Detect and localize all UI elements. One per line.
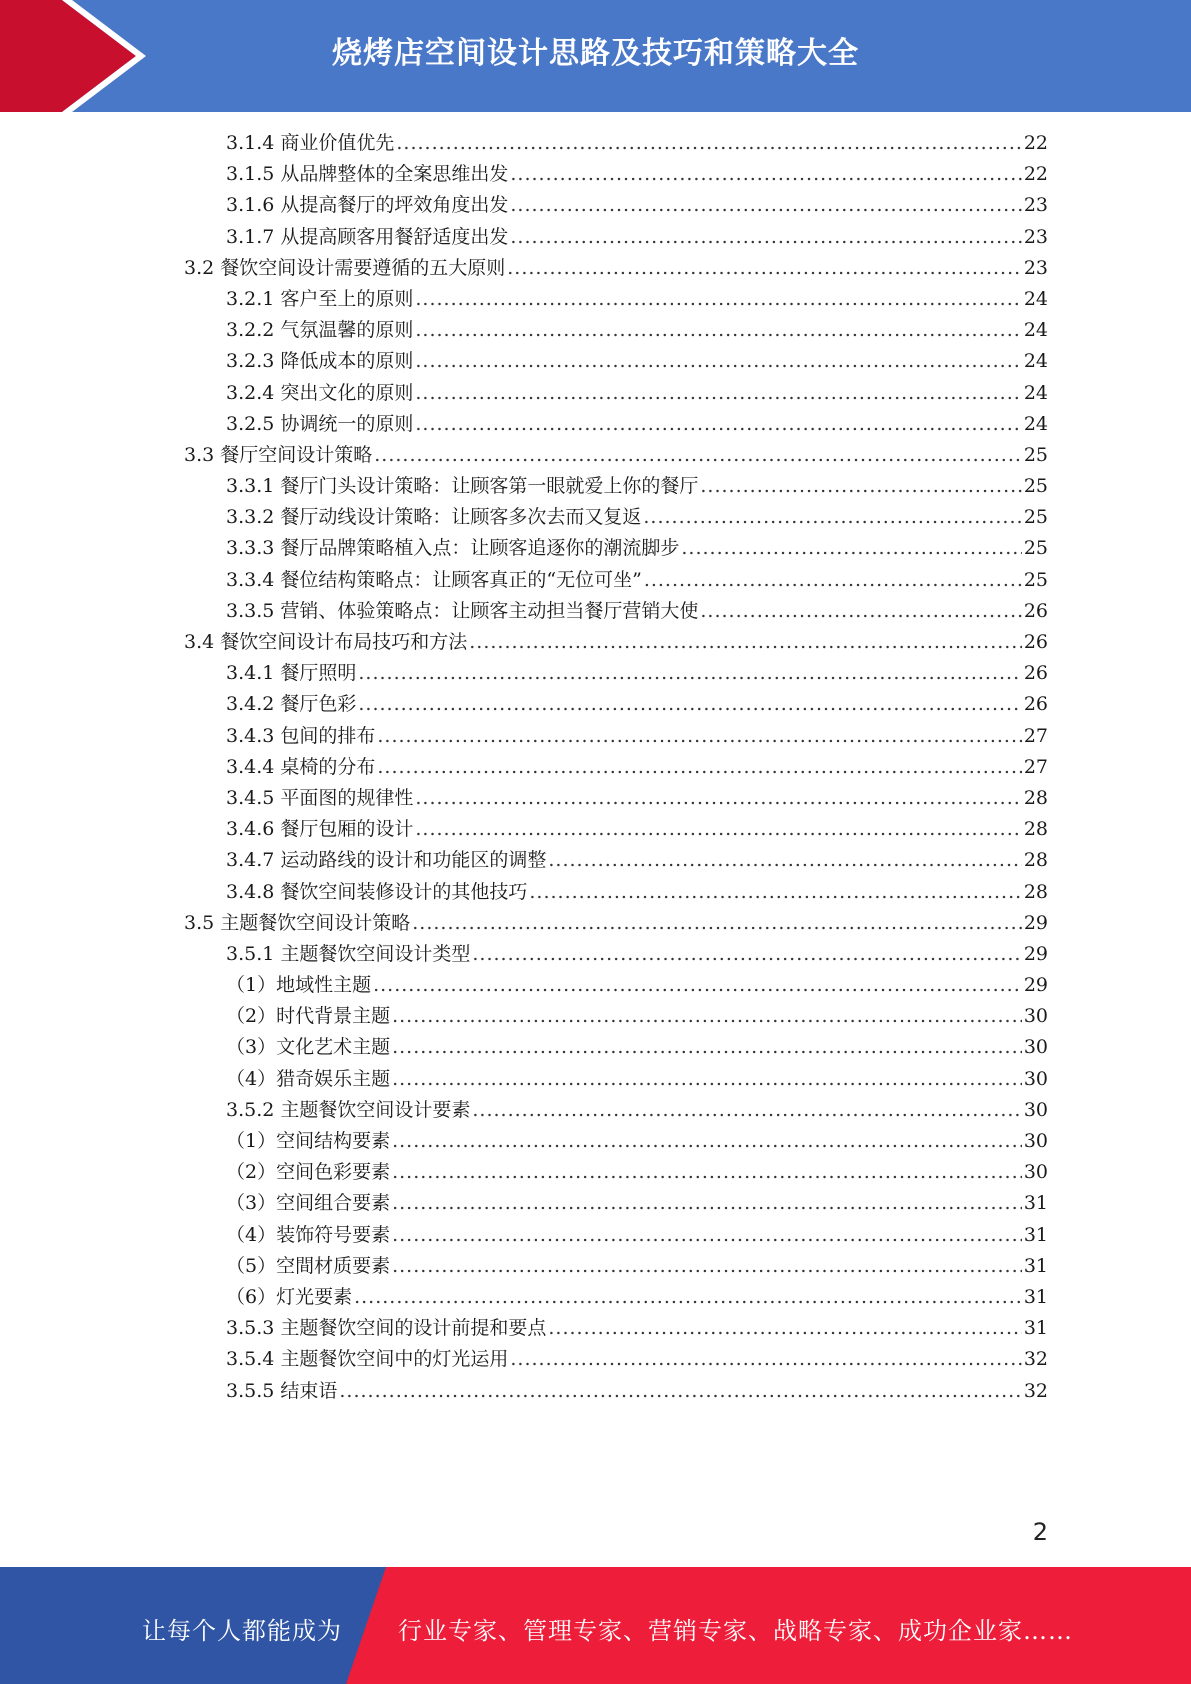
- toc-entry-page: 28: [1023, 849, 1048, 872]
- toc-entry-title: 3.3.1 餐厅门头设计策略：让顾客第一眼就爱上你的餐厅: [226, 475, 699, 498]
- toc-dot-leader: [548, 1313, 1021, 1344]
- toc-entry-title: 3.1.5 从品牌整体的全案思维出发: [226, 163, 509, 186]
- toc-entry-page: 31: [1023, 1192, 1048, 1215]
- toc-entry-title: 3.4.6 餐厅包厢的设计: [226, 818, 414, 841]
- toc-dot-leader: [374, 440, 1022, 471]
- toc-entry-title: （4）装饰符号要素: [226, 1223, 391, 1246]
- toc-entry-page: 24: [1023, 381, 1048, 404]
- toc-entry-page: 22: [1023, 163, 1048, 186]
- toc-dot-leader: [415, 814, 1021, 845]
- toc-entry-title: 3.1.7 从提高顾客用餐舒适度出发: [226, 225, 509, 248]
- toc-entry-page: 28: [1023, 818, 1048, 841]
- toc-entry-page: 30: [1023, 1098, 1048, 1121]
- toc-entry-title: 3.4.2 餐厅色彩: [226, 693, 357, 716]
- toc-dot-leader: [507, 253, 1022, 284]
- page-number: 2: [1032, 1518, 1048, 1546]
- toc-entry-title: 3.2.4 突出文化的原则: [226, 381, 414, 404]
- toc-entry-title: 3.2 餐饮空间设计需要遵循的五大原则: [184, 256, 506, 279]
- toc-entry-page: 26: [1023, 631, 1048, 653]
- toc-entry-page: 30: [1023, 1005, 1048, 1028]
- toc-entry-title: 3.3.4 餐位结构策略点：让顾客真正的“无位可坐”: [226, 568, 642, 591]
- toc-dot-leader: [412, 908, 1022, 939]
- toc-entry[interactable]: [0, 939, 1191, 970]
- toc-entry-title: 3.5.2 主题餐饮空间设计要素: [226, 1098, 471, 1121]
- toc-entry-title: 3.4.1 餐厅照明: [226, 662, 357, 685]
- toc-entry[interactable]: [0, 970, 1191, 1001]
- footer-slogan-right: 行业专家、管理专家、营销专家、战略专家、成功企业家……: [398, 1617, 1073, 1645]
- toc-dot-leader: [510, 222, 1021, 253]
- toc-entry-page: 29: [1023, 942, 1048, 965]
- toc-entry[interactable]: [0, 253, 1191, 284]
- toc-dot-leader: [392, 1251, 1022, 1282]
- toc-dot-leader: [377, 752, 1021, 783]
- toc-entry[interactable]: [0, 908, 1191, 939]
- toc-dot-leader: [415, 284, 1021, 315]
- toc-entry-title: 3.2.2 气氛温馨的原则: [226, 319, 414, 342]
- toc-entry-title: 3.3 餐厅空间设计策略: [184, 443, 373, 466]
- toc-entry[interactable]: [0, 346, 1191, 377]
- toc-entry-page: 25: [1023, 568, 1048, 591]
- toc-entry-title: 3.4.5 平面图的规律性: [226, 786, 414, 809]
- toc-entry[interactable]: [0, 1157, 1191, 1188]
- toc-entry[interactable]: [0, 190, 1191, 221]
- toc-entry-page: 26: [1023, 599, 1048, 622]
- toc-dot-leader: [392, 1220, 1022, 1251]
- toc-entry[interactable]: [0, 783, 1191, 814]
- toc-dot-leader: [548, 845, 1021, 876]
- footer-slogan-left: 让每个人都能成为: [142, 1617, 342, 1645]
- toc-entry[interactable]: [0, 752, 1191, 783]
- toc-entry[interactable]: [0, 128, 1191, 159]
- toc-dot-leader: [358, 658, 1021, 689]
- toc-dot-leader: [392, 1188, 1022, 1219]
- toc-entry-title: 3.5.1 主题餐饮空间设计类型: [226, 942, 471, 965]
- toc-dot-leader: [392, 1001, 1022, 1032]
- toc-entry[interactable]: [0, 814, 1191, 845]
- toc-entry-page: 29: [1023, 974, 1048, 997]
- toc-entry-page: 24: [1023, 350, 1048, 373]
- toc-entry-page: 32: [1023, 1379, 1048, 1402]
- toc-entry-page: 25: [1023, 537, 1048, 560]
- toc-dot-leader: [415, 409, 1021, 440]
- toc-entry-title: 3.3.2 餐厅动线设计策略：让顾客多次去而又复返: [226, 506, 642, 529]
- toc-entry-title: 3.4 餐饮空间设计布局技巧和方法: [184, 631, 468, 653]
- toc-entry-title: 3.5.3 主题餐饮空间的设计前提和要点: [226, 1317, 547, 1340]
- toc-entry-title: （1）地域性主题: [226, 974, 372, 997]
- toc-entry[interactable]: [0, 845, 1191, 876]
- toc-entry-page: 27: [1023, 755, 1048, 778]
- toc-dot-leader: [415, 783, 1021, 814]
- toc-entry-title: 3.4.7 运动路线的设计和功能区的调整: [226, 849, 547, 872]
- toc-dot-leader: [377, 721, 1021, 752]
- toc-entry-title: （6）灯光要素: [226, 1285, 353, 1308]
- toc-entry[interactable]: [0, 658, 1191, 689]
- toc-entry-page: 25: [1023, 506, 1048, 529]
- toc-dot-leader: [472, 1095, 1021, 1126]
- toc-entry[interactable]: [0, 378, 1191, 409]
- toc-dot-leader: [700, 596, 1021, 627]
- toc-dot-leader: [392, 1032, 1022, 1063]
- toc-entry[interactable]: [0, 877, 1191, 908]
- toc-entry-page: 32: [1023, 1348, 1048, 1371]
- toc-entry-title: （3）文化艺术主题: [226, 1036, 391, 1059]
- toc-dot-leader: [358, 689, 1021, 720]
- toc-entry-page: 24: [1023, 319, 1048, 342]
- table-of-contents: [0, 128, 1191, 1407]
- toc-entry-page: 31: [1023, 1254, 1048, 1277]
- toc-entry-page: 26: [1023, 662, 1048, 685]
- page-footer: [0, 1567, 1191, 1684]
- toc-entry-title: 3.3.5 营销、体验策略点：让顾客主动担当餐厅营销大使: [226, 599, 699, 622]
- toc-entry-title: （3）空间组合要素: [226, 1192, 391, 1215]
- toc-dot-leader: [643, 502, 1021, 533]
- toc-entry-title: 3.5.5 结束语: [226, 1379, 338, 1402]
- toc-entry[interactable]: [0, 1001, 1191, 1032]
- toc-dot-leader: [392, 1064, 1022, 1095]
- toc-entry-title: 3.1.6 从提高餐厅的坪效角度出发: [226, 194, 509, 217]
- toc-entry-page: 22: [1023, 132, 1048, 154]
- toc-entry-page: 29: [1023, 911, 1048, 934]
- toc-dot-leader: [415, 315, 1021, 346]
- toc-entry[interactable]: [0, 159, 1191, 190]
- toc-entry-page: 30: [1023, 1161, 1048, 1184]
- toc-dot-leader: [415, 346, 1021, 377]
- toc-entry[interactable]: [0, 1376, 1191, 1407]
- toc-entry-title: （5）空間材质要素: [226, 1254, 391, 1277]
- toc-entry-page: 26: [1023, 693, 1048, 716]
- toc-entry[interactable]: [0, 1313, 1191, 1344]
- toc-dot-leader: [469, 627, 1022, 658]
- toc-entry-page: 27: [1023, 724, 1048, 747]
- toc-entry-title: 3.3.3 餐厅品牌策略植入点：让顾客追逐你的潮流脚步: [226, 537, 680, 560]
- toc-dot-leader: [472, 939, 1021, 970]
- toc-entry[interactable]: [0, 1282, 1191, 1313]
- toc-entry[interactable]: [0, 565, 1191, 596]
- toc-entry[interactable]: [0, 596, 1191, 627]
- page-header: [0, 0, 1191, 112]
- toc-entry[interactable]: [0, 502, 1191, 533]
- toc-entry-title: （2）时代背景主题: [226, 1005, 391, 1028]
- toc-dot-leader: [700, 471, 1021, 502]
- toc-dot-leader: [392, 1126, 1022, 1157]
- toc-entry[interactable]: [0, 1188, 1191, 1219]
- toc-entry[interactable]: [0, 1032, 1191, 1063]
- toc-entry-page: 25: [1023, 475, 1048, 498]
- toc-entry-page: 31: [1023, 1317, 1048, 1340]
- toc-entry-page: 30: [1023, 1067, 1048, 1090]
- document-title: 烧烤店空间设计思路及技巧和策略大全: [332, 36, 859, 71]
- toc-entry[interactable]: [0, 1344, 1191, 1375]
- toc-entry[interactable]: [0, 222, 1191, 253]
- toc-dot-leader: [510, 159, 1021, 190]
- toc-entry[interactable]: [0, 1126, 1191, 1157]
- toc-entry-title: （4）猎奇娱乐主题: [226, 1067, 391, 1090]
- toc-dot-leader: [681, 533, 1021, 564]
- toc-entry-title: （2）空间色彩要素: [226, 1161, 391, 1184]
- toc-dot-leader: [510, 1344, 1021, 1375]
- toc-dot-leader: [644, 565, 1022, 596]
- toc-entry-title: 3.2.5 协调统一的原则: [226, 412, 414, 435]
- toc-entry-page: 28: [1023, 880, 1048, 903]
- toc-dot-leader: [510, 190, 1021, 221]
- toc-entry-title: 3.4.8 餐饮空间装修设计的其他技巧: [226, 880, 528, 903]
- toc-entry-page: 28: [1023, 786, 1048, 809]
- toc-entry-title: 3.1.4 商业价值优先: [226, 132, 395, 154]
- toc-dot-leader: [396, 128, 1021, 159]
- toc-entry-title: 3.2.1 客户至上的原则: [226, 287, 414, 310]
- toc-entry-page: 31: [1023, 1223, 1048, 1246]
- toc-entry-title: 3.2.3 降低成本的原则: [226, 350, 414, 373]
- toc-entry-page: 25: [1023, 443, 1048, 466]
- toc-entry-page: 24: [1023, 287, 1048, 310]
- toc-entry[interactable]: [0, 440, 1191, 471]
- toc-dot-leader: [373, 970, 1022, 1001]
- toc-entry-page: 23: [1023, 194, 1048, 217]
- toc-entry[interactable]: [0, 284, 1191, 315]
- toc-entry[interactable]: [0, 315, 1191, 346]
- toc-entry[interactable]: [0, 689, 1191, 720]
- toc-entry-page: 30: [1023, 1036, 1048, 1059]
- toc-entry[interactable]: [0, 1220, 1191, 1251]
- toc-entry[interactable]: [0, 1095, 1191, 1126]
- toc-entry-title: 3.5 主题餐饮空间设计策略: [184, 911, 411, 934]
- toc-entry[interactable]: [0, 721, 1191, 752]
- toc-entry[interactable]: [0, 627, 1191, 658]
- toc-dot-leader: [529, 877, 1021, 908]
- toc-dot-leader: [339, 1376, 1021, 1407]
- toc-entry[interactable]: [0, 1064, 1191, 1095]
- toc-dot-leader: [392, 1157, 1022, 1188]
- toc-entry-page: 30: [1023, 1130, 1048, 1152]
- toc-entry-page: 23: [1023, 225, 1048, 248]
- toc-entry-page: 24: [1023, 412, 1048, 435]
- toc-entry-title: 3.5.4 主题餐饮空间中的灯光运用: [226, 1348, 509, 1371]
- toc-entry[interactable]: [0, 1251, 1191, 1282]
- toc-entry-page: 23: [1023, 256, 1048, 279]
- toc-dot-leader: [354, 1282, 1022, 1313]
- toc-dot-leader: [415, 378, 1021, 409]
- toc-entry-page: 31: [1023, 1285, 1048, 1308]
- toc-entry-title: 3.4.4 桌椅的分布: [226, 755, 376, 778]
- toc-entry[interactable]: [0, 471, 1191, 502]
- toc-entry[interactable]: [0, 533, 1191, 564]
- toc-entry[interactable]: [0, 409, 1191, 440]
- toc-entry-title: （1）空间结构要素: [226, 1130, 391, 1152]
- toc-entry-title: 3.4.3 包间的排布: [226, 724, 376, 747]
